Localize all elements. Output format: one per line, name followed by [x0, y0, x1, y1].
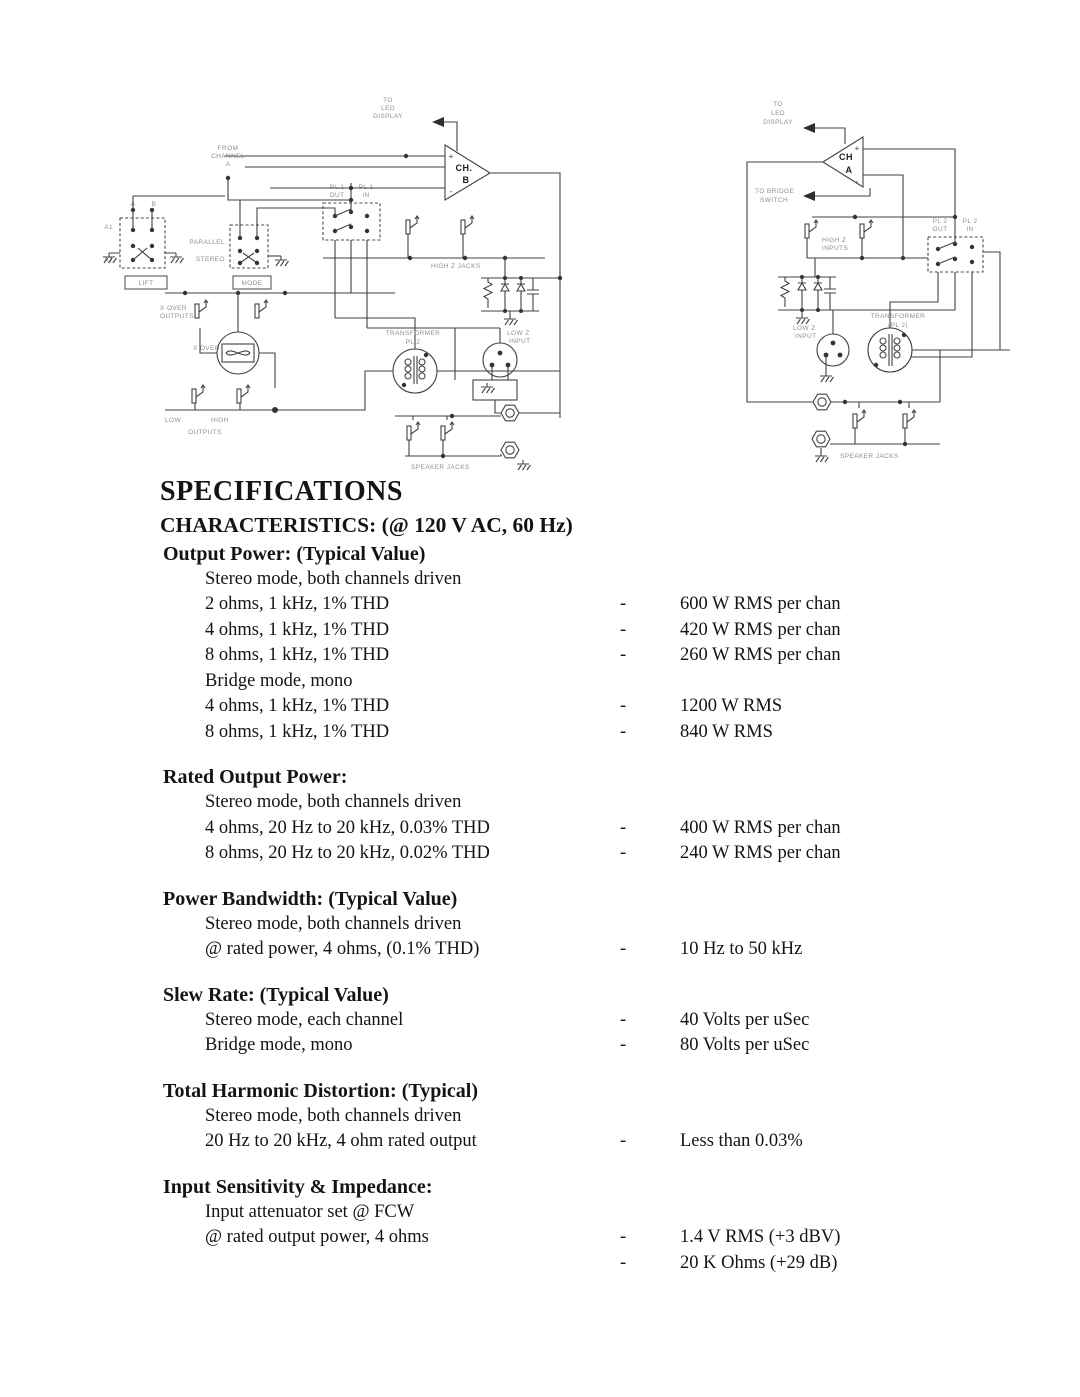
spec-label: Bridge mode, mono — [205, 670, 353, 691]
svg-text:LOW Z: LOW Z — [507, 330, 530, 337]
relay-switch-box — [928, 217, 983, 272]
spec-label: 2 ohms, 1 kHz, 1% THD — [205, 594, 390, 615]
svg-text:+: + — [854, 144, 860, 153]
svg-text:A1: A1 — [104, 224, 113, 231]
svg-text:TRANSFORMER: TRANSFORMER — [870, 313, 926, 320]
from-channel-a-label — [211, 145, 245, 168]
binding-post-icon — [501, 442, 519, 458]
spec-dash: - — [620, 721, 627, 742]
spec-label: 4 ohms, 1 kHz, 1% THD — [205, 619, 390, 640]
to-led-display-label — [373, 97, 403, 120]
spec-row — [160, 1251, 960, 1277]
spec-label: Stereo mode, both channels driven — [205, 792, 462, 813]
spec-row — [160, 567, 960, 593]
svg-text:A2: A2 — [104, 257, 113, 264]
svg-text:B: B — [462, 175, 470, 185]
spec-row — [160, 1200, 960, 1226]
svg-text:(PL 2): (PL 2) — [888, 322, 908, 329]
characteristics-heading: CHARACTERISTICS: (@ 120 V AC, 60 Hz) — [160, 512, 573, 537]
phone-jack-icon — [255, 300, 268, 318]
svg-text:HIGH Z: HIGH Z — [822, 237, 847, 244]
spec-section-heading: Rated Output Power: — [163, 766, 348, 789]
spec-section-heading: Total Harmonic Distortion: (Typical) — [163, 1079, 478, 1102]
phone-jack-icon — [195, 300, 208, 318]
spec-dash: - — [620, 696, 627, 717]
phone-jack-icon — [805, 220, 818, 238]
specifications-block — [160, 477, 960, 1276]
svg-text:LED: LED — [381, 105, 395, 112]
phone-jack-icon — [237, 385, 250, 403]
spec-label: Bridge mode, mono — [205, 1035, 353, 1056]
spec-value: 400 W RMS per chan — [680, 817, 841, 838]
svg-text:-: - — [449, 187, 453, 196]
svg-text:X OVER: X OVER — [193, 345, 220, 352]
spec-dash: - — [620, 939, 627, 960]
spec-section — [160, 541, 960, 746]
svg-text:TO: TO — [383, 97, 393, 104]
highz-inputs-label — [822, 237, 849, 252]
spec-label: 4 ohms, 1 kHz, 1% THD — [205, 696, 390, 717]
spec-dash: - — [620, 619, 627, 640]
spec-row — [160, 790, 960, 816]
svg-text:DISPLAY: DISPLAY — [763, 119, 793, 126]
amp-triangle-channel-a — [823, 137, 863, 187]
transformer-pl2 — [868, 313, 1010, 372]
svg-text:CHANNEL: CHANNEL — [211, 153, 245, 160]
spec-dash: - — [620, 1227, 627, 1248]
svg-text:+: + — [448, 152, 454, 161]
ground-icon — [170, 253, 184, 263]
page-title: SPECIFICATIONS — [160, 476, 403, 507]
high-label: HIGH — [211, 417, 229, 424]
spec-label: @ rated output power, 4 ohms — [205, 1227, 429, 1248]
to-bridge-switch-label — [755, 188, 795, 204]
svg-text:DISPLAY: DISPLAY — [373, 113, 403, 120]
phone-jack-icon — [903, 410, 916, 428]
spec-row — [160, 1033, 960, 1059]
svg-text:TO: TO — [773, 101, 783, 108]
arrow-left-icon — [803, 123, 815, 133]
spec-label: @ rated power, 4 ohms, (0.1% THD) — [205, 939, 480, 960]
ground-icon — [504, 315, 518, 325]
spec-row — [160, 937, 960, 963]
spec-row — [160, 912, 960, 938]
spec-section — [160, 886, 960, 963]
svg-text:LED: LED — [771, 110, 785, 117]
spec-dash: - — [620, 645, 627, 666]
spec-value: 240 W RMS per chan — [680, 843, 841, 864]
spec-value: Less than 0.03% — [680, 1131, 803, 1152]
svg-text:LOW Z: LOW Z — [793, 325, 816, 332]
svg-text:CH: CH — [839, 152, 853, 162]
arrow-left-icon — [803, 191, 815, 201]
phone-jack-icon — [853, 410, 866, 428]
svg-text:X OVER: X OVER — [160, 305, 187, 312]
svg-text:PL 2: PL 2 — [932, 218, 948, 225]
spec-row — [160, 592, 960, 618]
spec-value: 40 Volts per uSec — [680, 1009, 810, 1030]
spec-dash: - — [620, 1131, 627, 1152]
svg-text:INPUT: INPUT — [795, 333, 817, 340]
spec-label: Stereo mode, both channels driven — [205, 913, 462, 934]
svg-text:PL 1: PL 1 — [329, 184, 345, 191]
schematic-channel-b — [95, 88, 620, 483]
phone-jack-icon — [407, 422, 420, 440]
svg-text:-: - — [855, 177, 859, 186]
svg-text:OUT: OUT — [329, 192, 345, 199]
svg-text:IN: IN — [966, 226, 974, 233]
spec-row — [160, 720, 960, 746]
spec-label: 8 ohms, 1 kHz, 1% THD — [205, 721, 390, 742]
binding-post-icon — [813, 394, 831, 410]
phone-jack-icon — [441, 422, 454, 440]
spec-row — [160, 1008, 960, 1034]
spec-label: 8 ohms, 20 Hz to 20 kHz, 0.02% THD — [205, 843, 490, 864]
rectifier-bridge-icon — [778, 275, 836, 312]
ground-icon — [481, 383, 495, 393]
spec-value: 420 W RMS per chan — [680, 619, 841, 640]
svg-text:CH.: CH. — [455, 163, 473, 173]
arrow-left-icon — [432, 117, 444, 127]
binding-post-icon — [501, 405, 519, 421]
spec-row — [160, 1104, 960, 1130]
phone-jack-icon — [406, 216, 419, 234]
highz-label: HIGH Z JACKS — [431, 263, 481, 270]
spec-row — [160, 694, 960, 720]
spec-section — [160, 982, 960, 1059]
schematic-channel-a — [700, 92, 1015, 472]
spec-row — [160, 669, 960, 695]
svg-text:PL 2: PL 2 — [405, 339, 421, 346]
spec-label: Stereo mode, both channels driven — [205, 568, 462, 589]
svg-text:MODE: MODE — [241, 280, 263, 287]
spec-dash: - — [620, 1252, 627, 1273]
relay-switch-box — [323, 183, 380, 240]
svg-text:SWITCH: SWITCH — [760, 197, 789, 204]
svg-text:TO BRIDGE: TO BRIDGE — [755, 188, 795, 195]
spec-value: 600 W RMS per chan — [680, 594, 841, 615]
binding-post-icon — [812, 431, 830, 447]
spec-section-heading: Power Bandwidth: (Typical Value) — [163, 887, 458, 910]
spec-row — [160, 1129, 960, 1155]
svg-text:INPUT: INPUT — [509, 338, 531, 345]
svg-text:OUT: OUT — [932, 226, 948, 233]
spec-section — [160, 1078, 960, 1155]
to-led-display-label — [763, 101, 793, 126]
ground-icon — [815, 452, 829, 462]
spec-dash: - — [620, 1009, 627, 1030]
xover-outputs-label — [160, 305, 194, 320]
spec-section — [160, 764, 960, 867]
ground-icon — [820, 372, 834, 382]
switch-assembly-mode — [189, 200, 351, 289]
svg-text:LIFT: LIFT — [138, 280, 154, 287]
low-label: LOW — [165, 417, 182, 424]
spec-value: 1200 W RMS — [680, 696, 783, 717]
spec-dash: - — [620, 817, 627, 838]
svg-text:PL 2: PL 2 — [962, 218, 978, 225]
spec-value: 260 W RMS per chan — [680, 645, 841, 666]
spec-dash: - — [620, 1035, 627, 1056]
svg-text:PARALLEL: PARALLEL — [189, 239, 225, 246]
speaker-jacks-left — [395, 405, 560, 471]
svg-text:SPEAKER JACKS: SPEAKER JACKS — [840, 453, 899, 460]
xlr-low-z-input — [483, 328, 531, 380]
rectifier-bridge-icon — [481, 276, 539, 313]
spec-label: 20 Hz to 20 kHz, 4 ohm rated output — [205, 1131, 477, 1152]
spec-section-heading: Slew Rate: (Typical Value) — [163, 983, 389, 1006]
outputs-label: OUTPUTS — [188, 429, 222, 436]
svg-text:OUTPUTS: OUTPUTS — [160, 313, 194, 320]
svg-text:IN: IN — [362, 192, 370, 199]
spec-value: 10 Hz to 50 kHz — [680, 939, 803, 960]
spec-section-heading: Input Sensitivity & Impedance: — [163, 1175, 433, 1198]
spec-row — [160, 816, 960, 842]
spec-value: 1.4 V RMS (+3 dBV) — [680, 1227, 841, 1248]
spec-label: Stereo mode, both channels driven — [205, 1105, 462, 1126]
xlr-low-z-input — [793, 325, 849, 382]
spec-label: 8 ohms, 1 kHz, 1% THD — [205, 645, 390, 666]
spec-section-heading: Output Power: (Typical Value) — [163, 542, 426, 565]
svg-text:B: B — [151, 201, 157, 208]
svg-text:STEREO: STEREO — [195, 256, 225, 263]
svg-text:INPUTS: INPUTS — [822, 245, 849, 252]
spec-label: 4 ohms, 20 Hz to 20 kHz, 0.03% THD — [205, 817, 490, 838]
spec-label: Stereo mode, each channel — [205, 1009, 404, 1030]
spec-dash: - — [620, 843, 627, 864]
svg-text:TRANSFORMER: TRANSFORMER — [385, 330, 441, 337]
spec-row — [160, 643, 960, 669]
amp-triangle-channel-b — [445, 145, 490, 200]
spec-row — [160, 841, 960, 867]
spec-dash: - — [620, 594, 627, 615]
ground-icon — [275, 256, 289, 266]
phone-jack-icon — [461, 216, 474, 234]
spec-row — [160, 1225, 960, 1251]
ground-icon — [517, 460, 531, 470]
phone-jack-icon — [192, 385, 205, 403]
spec-section — [160, 1174, 960, 1277]
spec-value: 20 K Ohms (+29 dB) — [680, 1252, 838, 1273]
spec-sections — [160, 541, 960, 1277]
phone-jack-icon — [860, 220, 873, 238]
ground-icon — [796, 314, 810, 324]
spec-label: Input attenuator set @ FCW — [205, 1201, 415, 1222]
svg-text:SPEAKER JACKS: SPEAKER JACKS — [411, 464, 470, 471]
svg-text:A: A — [845, 165, 853, 175]
spec-value: 840 W RMS — [680, 721, 773, 742]
svg-text:PL 1: PL 1 — [358, 184, 374, 191]
svg-text:A: A — [130, 201, 136, 208]
svg-text:FROM: FROM — [217, 145, 239, 152]
spec-row — [160, 618, 960, 644]
spec-value: 80 Volts per uSec — [680, 1035, 810, 1056]
svg-text:A: A — [225, 161, 231, 168]
